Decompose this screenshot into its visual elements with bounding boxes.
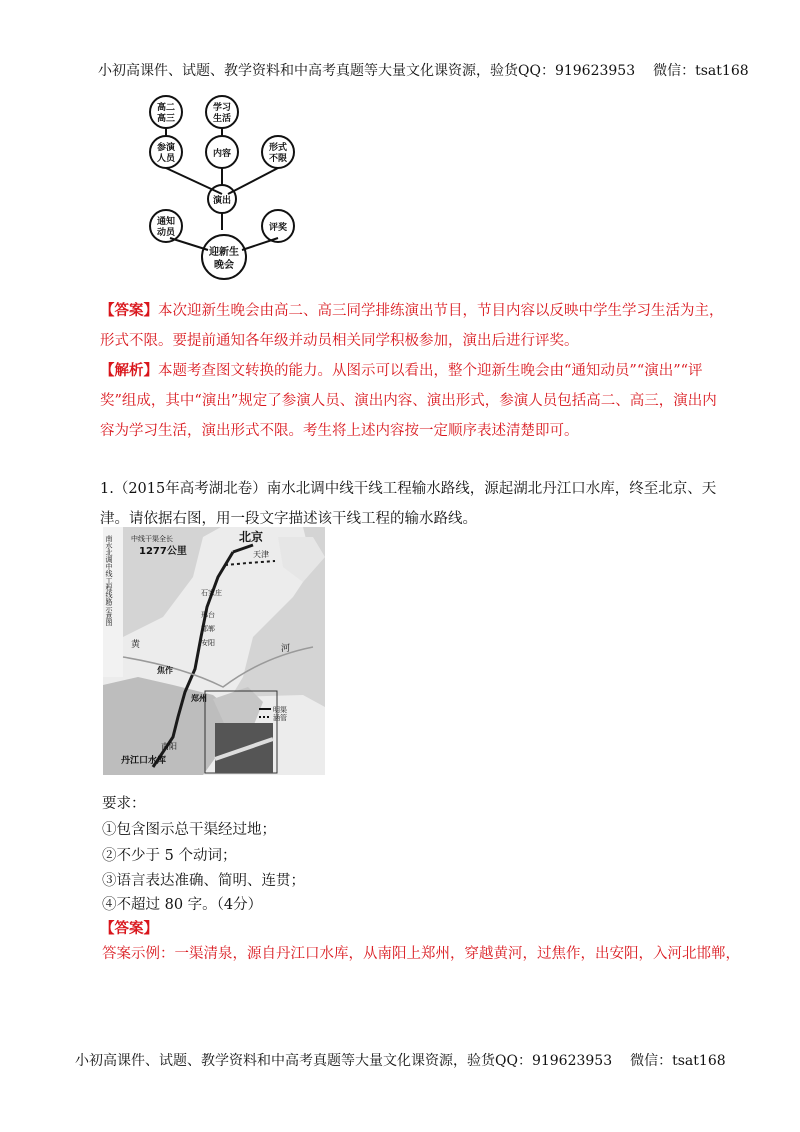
question-1-text: 1.（2015年高考湖北卷）南水北调中线干线工程输水路线，源起湖北丹江口水库，终至北京、天津。请依据右图，用一段文字描述该干线工程的输水路线。: [100, 481, 717, 527]
answer-2-tag: 【答案】: [100, 920, 158, 937]
map-length-label: 1277公里: [139, 546, 187, 557]
map-beijing: 北京: [239, 530, 264, 544]
requirements-title: 要求：: [102, 796, 146, 812]
mind-map-diagram: [138, 90, 310, 280]
route-map: [103, 527, 325, 775]
answer-1: [100, 296, 730, 356]
footer-wechat: 微信：tsat168: [630, 1053, 726, 1069]
tree-node-study-b: 生活: [212, 114, 232, 124]
question-1: [100, 474, 730, 534]
tree-node-form-a: 形式: [268, 143, 288, 153]
tree-node-content: 内容: [212, 149, 232, 159]
tree-node-notify-a: 通知: [156, 217, 176, 227]
map-legend-canal: 明渠: [273, 706, 287, 714]
analysis-1: [100, 356, 730, 446]
answer-1-text: 本次迎新生晚会由高二、高三同学排练演出节目，节目内容以反映中学生学习生活为主，形式不限。要提前通知各年级并动员相关同学积极参加，演出后进行评奖。: [100, 303, 724, 349]
map-danjiangkou: 丹江口水库: [121, 756, 167, 766]
answer-1-tag: 【答案】: [100, 302, 158, 319]
tree-node-grade-b: 高三: [156, 114, 176, 124]
requirement-item-2: ②不少于 5 个动词；: [102, 848, 237, 864]
answer-2-text: 答案示例：一渠清泉，源自丹江口水库，从南阳上郑州，穿越黄河，过焦作，出安阳，入河北邯郸，: [102, 946, 740, 962]
footer-text: 小初高课件、试题、教学资料和中高考真题等大量文化课资源，验货QQ：919623953: [75, 1053, 613, 1069]
header-wechat: 微信：tsat168: [653, 63, 749, 79]
tree-node-party-b: 晚会: [214, 260, 234, 271]
map-handan: 邯郸: [201, 625, 215, 633]
tree-node-performers-b: 人员: [156, 154, 176, 164]
analysis-1-text: 本题考查图文转换的能力。从图示可以看出，整个迎新生晚会由“通知动员”“演出”“评奖”组成，其中“演出”规定了参演人员、演出内容、演出形式，参演人员包括高二、高三，演出内容为学习生活，演出形式不限。考生将上述内容按一定顺序表述清楚即可。: [100, 363, 717, 439]
map-nanyang: 南阳: [161, 742, 177, 751]
requirement-item-1: ①包含图示总干渠经过地；: [102, 822, 276, 838]
map-anyang: 安阳: [201, 639, 215, 647]
map-side-title: 南水北调中线工程线路示意图: [105, 535, 113, 626]
tree-node-form-b: 不限: [268, 154, 288, 164]
tree-node-performers-a: 参演: [156, 143, 176, 153]
page-header: [98, 60, 749, 80]
tree-node-party-a: 迎新生: [209, 247, 239, 258]
map-yellow-label: 黄: [131, 640, 141, 650]
map-zhengzhou: 郑州: [191, 694, 207, 703]
tree-node-grade-a: 高二: [156, 103, 176, 113]
header-text: 小初高课件、试题、教学资料和中高考真题等大量文化课资源，验货QQ：919623953: [98, 63, 636, 79]
map-river-label: 河: [281, 644, 291, 654]
map-legend-pipe: 涵管: [273, 714, 287, 722]
tree-node-award: 评奖: [268, 223, 288, 233]
map-jiaozuo: 焦作: [157, 666, 173, 675]
map-total-label: 中线干渠全长: [131, 535, 173, 543]
requirement-item-3: ③语言表达准确、简明、连贯；: [102, 873, 305, 889]
map-shijiazhuang: 石家庄: [201, 589, 222, 597]
tree-node-performance: 演出: [212, 196, 232, 206]
map-tianjin: 天津: [253, 550, 269, 559]
requirement-item-4: ④不超过 80 字。（4分）: [102, 897, 263, 913]
tree-node-study-a: 学习: [212, 103, 232, 113]
tree-node-notify-b: 动员: [156, 228, 176, 238]
page-footer: [75, 1050, 726, 1070]
map-xingtai: 邢台: [201, 611, 215, 619]
analysis-1-tag: 【解析】: [100, 362, 158, 379]
